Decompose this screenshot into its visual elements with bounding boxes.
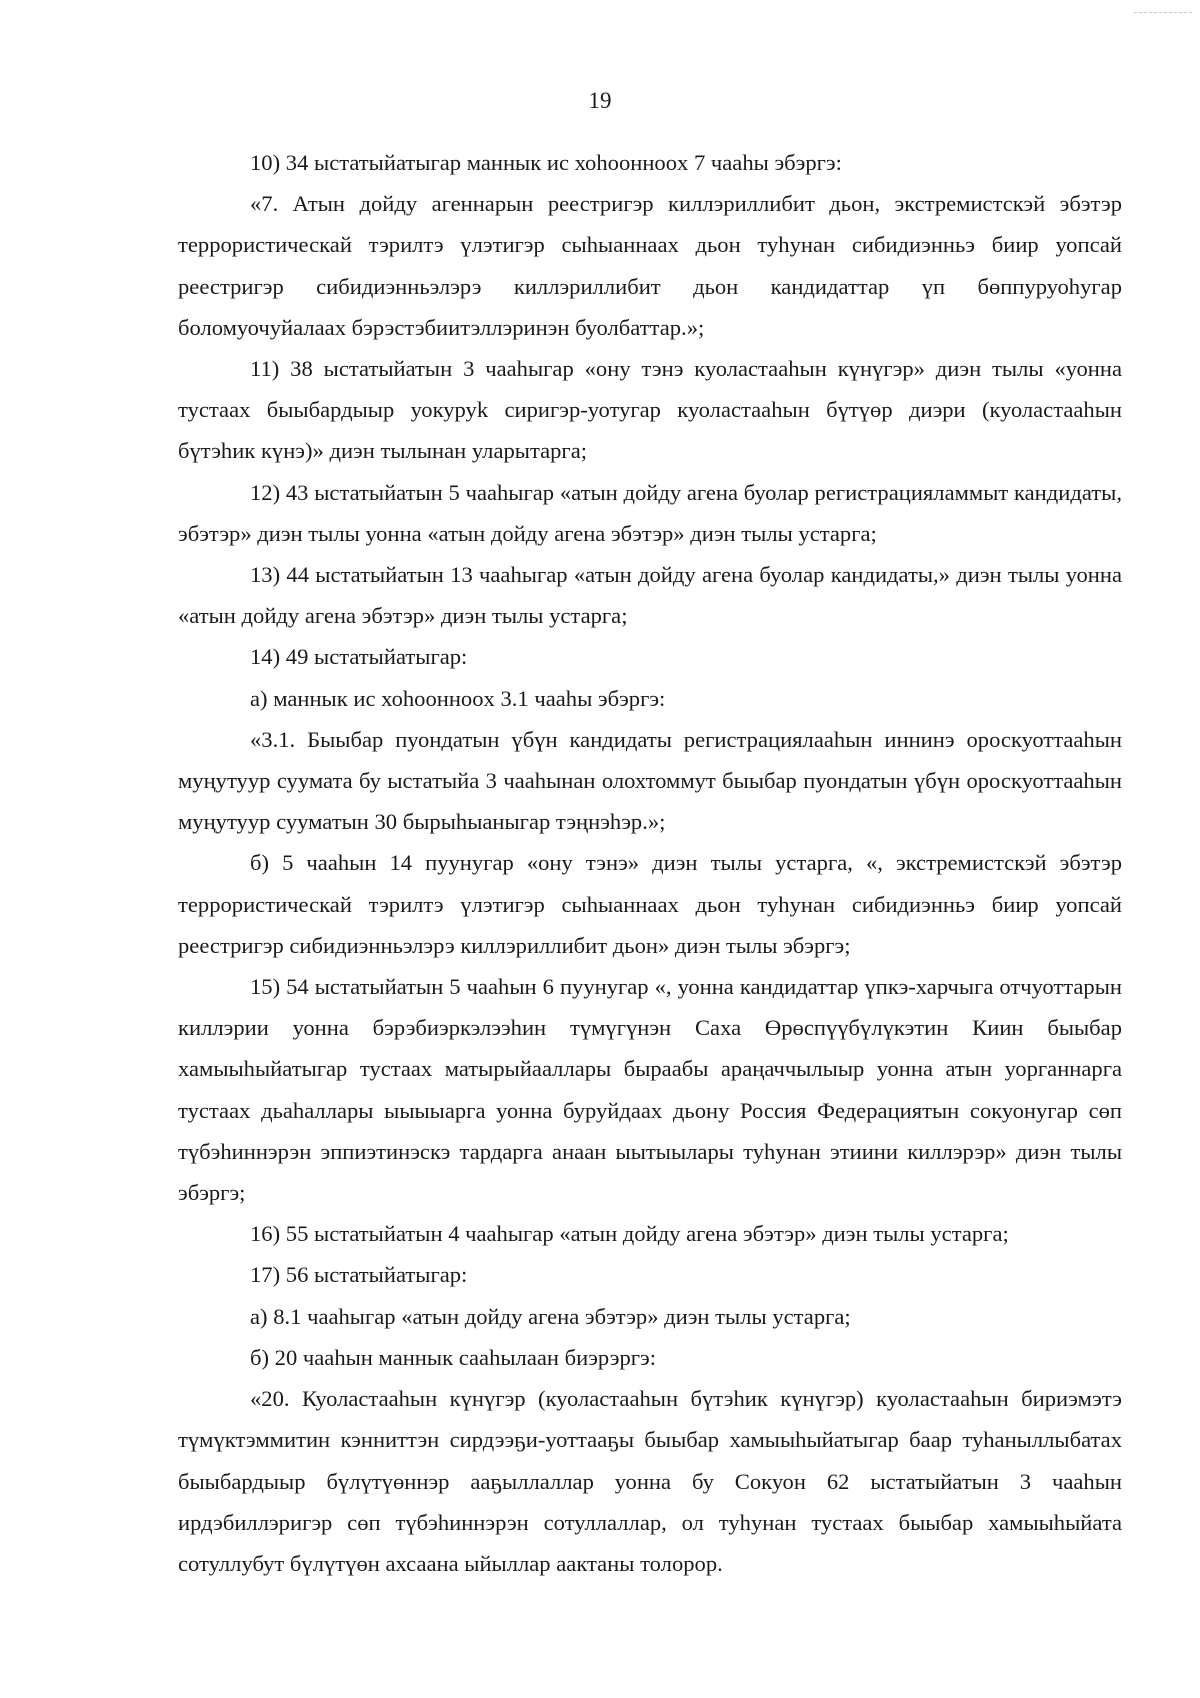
quoted-clause-3-1: «3.1. Быыбар пуондатын үбүн кандидаты регистрациялааһын иннинэ ороскуоттааһын муңутуур суумата бу ыстатыйа 3 чааһынан олохтоммут быыбар пуондатын үбүн ороскуоттааһын муңутуур сууматын 30 бырыһыаныгар тэңнэһэр.»; [178, 726, 1122, 835]
subitem-a-17: а) 8.1 чааһыгар «атын дойду агена эбэтэр» диэн тылы устарга; [250, 1303, 851, 1329]
scan-corner-mark [1134, 12, 1192, 13]
subitem-b-17: б) 20 чааһын маннык сааһылаан биэрэргэ: [250, 1344, 656, 1370]
paragraph-item-14: 14) 49 ыстатыйатыгар: [250, 644, 468, 670]
paragraph-item-12: 12) 43 ыстатыйатын 5 чааһыгар «атын дойду агена буолар регистрацияламмыт кандидаты, эбэтэр» диэн тылы уонна «атын дойду агена эбэтэр» диэн тылы устарга; [178, 479, 1122, 546]
page-number: 19 [588, 88, 612, 113]
paragraph-item-16: 16) 55 ыстатыйатын 4 чааһыгар «атын дойду агена эбэтэр» диэн тылы устарга; [250, 1221, 1009, 1247]
subitem-a-14: а) маннык ис хоһооннoox 3.1 чааһы эбэргэ: [250, 685, 666, 711]
paragraph-item-11: 11) 38 ыстатыйатын 3 чааһыгар «ону тэнэ куоластааһын күнүгэр» диэн тылы «уонна тустаах быыбардыыр уокуруk сиригэр-уотугар куоластааһын бүтүөр диэри (куоластааһын бүтэһик күнэ)» диэн тылынан уларытарга; [178, 356, 1122, 464]
quoted-clause-7: «7. Атын дойду агеннарын реестригэр киллэриллибит дьон, экстремистскэй эбэтэр террористическай тэрилтэ үлэтигэр сыһыаннаах дьон туһунан сибидиэнньэ биир уопсай реестригэр сибидиэнньэлэрэ киллэриллибит дьон кандидаттар үп бөппуруоһугар боломуочуйалаах бэрэстэбиитэллэринэн буолбаттар.»; [178, 191, 1122, 340]
paragraph-item-10: 10) 34 ыстатыйатыгар маннык ис хоһооннoox 7 чааһы эбэргэ: [250, 150, 842, 175]
subitem-b-14: б) 5 чааһын 14 пуунугар «ону тэнэ» диэн тылы устарга, «, экстремистскэй эбэтэр террористическай тэрилтэ үлэтигэр сыһыаннаах дьон туһунан сибидиэнньэ биир уопсай реестригэр сибидиэнньэлэрэ киллэриллибит дьон» диэн тылы эбэргэ; [178, 850, 1122, 958]
paragraph-item-17: 17) 56 ыстатыйатыгар: [250, 1262, 468, 1288]
paragraph-item-13: 13) 44 ыстатыйатын 13 чааһыгар «атын дойду агена буолар кандидаты,» диэн тылы уонна «атын дойду агена эбэтэр» диэн тылы устарга; [178, 562, 1122, 629]
paragraph-item-15: 15) 54 ыстатыйатын 5 чааһын 6 пуунугар «, уонна кандидаттар үпкэ-харчыга отчуоттарын киллэрии уонна бэрэбиэркэлээһин түмүгүнэн Саха Өрөспүүбүлүкэтин Киин быыбар хамыыһыйатыгар тустаах матырыйааллары быраабы араңаччылыыр уонна атын уорганнарга тустаах дьаһаллары ыыыыарга уонна буруйдаах дьону Россия Федерациятын сокуонугар сөп түбэһиннэрэн эппиэтинэскэ тардарга анаан ыытыылары туһунан этиини киллэрэр» диэн тылы эбэргэ; [178, 974, 1122, 1206]
document-body [178, 142, 1122, 1584]
quoted-clause-20: «20. Куоластааһын күнүгэр (куоластааһын бүтэһик күнүгэр) куоластааһын бириэмэтэ түмүктэммитин кэнниттэн сирдээҕи-уоттааҕы быыбар хамыыһыйатыгар баар туһаныллыбатах быыбардыыр бүлүтүөннэр ааҕыллаллар уонна бу Сокуон 62 ыстатыйатын 3 чааһын ирдэбиллэригэр сөп түбэһиннэрэн сотуллаллар, ол туһунан тустаах быыбар хамыыһыйата сотуллубут бүлүтүөн ахсаана ыйыллар аактаны толорор. [178, 1386, 1122, 1576]
